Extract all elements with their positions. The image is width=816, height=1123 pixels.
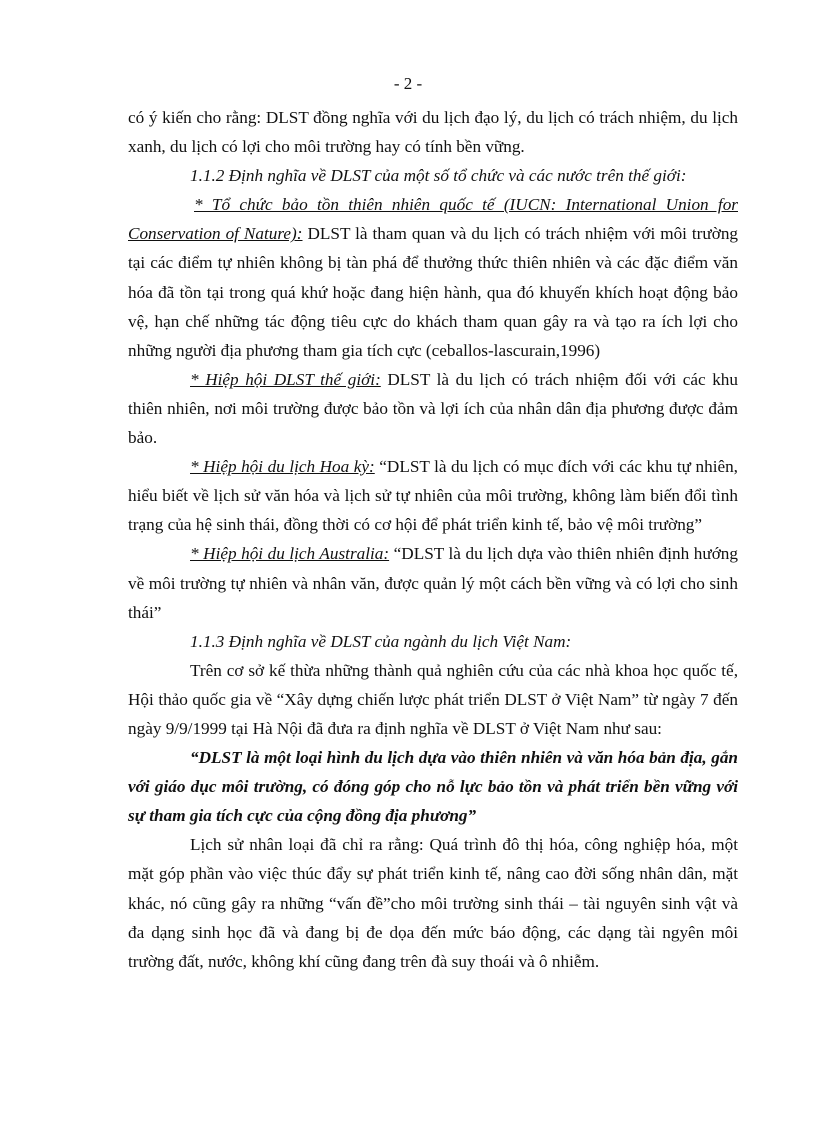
australia-tourism-text: “DLST là du lịch dựa vào thiên nhiên định hướng về môi trường tự nhiên và nhân văn, được quản lý một cách bền vững và có lợi cho sinh thái” [128,544,738,622]
australia-tourism-label: * Hiệp hội du lịch Australia: [190,544,390,564]
section-heading-1-1-2: 1.1.2 Định nghĩa về DLST của một số tổ chức và các nước trên thế giới: [190,166,687,186]
vietnam-conference-paragraph: Trên cơ sở kế thừa những thành quả nghiên cứu của các nhà khoa học quốc tế, Hội thảo quốc gia về “Xây dựng chiến lược phát triển DLST ở Việt Nam” từ ngày 7 đến ngày 9/9/1999 tại Hà Nội đã đưa ra định nghĩa về DLST ở Việt Nam như sau: [128,660,738,738]
intro-paragraph: có ý kiến cho rằng: DLST đồng nghĩa với du lịch đạo lý, du lịch có trách nhiệm, du lịch xanh, du lịch có lợi cho môi trường hay có tính bền vững. [128,108,738,157]
iucn-label: * Tổ chức bảo tồn thiên nhiên quốc tế (IUCN: International Union for Conservation of Nature): [128,195,738,244]
document-body [128,103,738,976]
iucn-paragraph [128,190,738,365]
vietnam-definition-quote: “DLST là một loại hình du lịch dựa vào thiên nhiên và văn hóa bản địa, gắn với giáo dục môi trường, có đóng góp cho nỗ lực bảo tồn và phát triển bền vững với sự tham gia tích cực của cộng đồng địa phương” [128,748,738,826]
usa-tourism-text: “DLST là du lịch có mục đích với các khu tự nhiên, hiểu biết về lịch sử văn hóa và lịch sử tự nhiên của môi trường, không làm biến đổi tình trạng của hệ sinh thái, đồng thời có cơ hội để phát triển kinh tế, bảo vệ môi trường” [128,457,738,535]
world-ecotourism-text: DLST là du lịch có trách nhiệm đối với các khu thiên nhiên, nơi môi trường được bảo tồn và lợi ích của nhân dân địa phương được đảm bảo. [128,369,738,448]
usa-tourism-label: * Hiệp hội du lịch Hoa kỳ: [190,457,375,477]
section-heading-1-1-3: 1.1.3 Định nghĩa về DLST của ngành du lịch Việt Nam: [190,631,572,651]
iucn-text: DLST là tham quan và du lịch có trách nhiệm với môi trường tại các điểm tự nhiên không bị tàn phá để thưởng thức thiên nhiên và các đặc điểm văn hóa đã tồn tại trong quá khứ hoặc đang hiện hành, qua đó khuyến khích hoạt động bảo vệ, hạn chế những tác động tiêu cực do khách tham quan gây ra và tạo ra ích lợi cho những người địa phương tham gia tích cực (ceballos-lascurain,1996) [128,224,739,360]
australia-tourism-paragraph [128,539,738,626]
world-ecotourism-label: * Hiệp hội DLST thế giới: [190,369,381,389]
history-paragraph: Lịch sử nhân loại đã chỉ ra rằng: Quá trình đô thị hóa, công nghiệp hóa, một mặt góp phần vào việc thúc đẩy sự phát triển kinh tế, nâng cao đời sống nhân dân, mặt khác, nó cũng gây ra những “vấn đề”cho môi trường sinh thái – tài nguyên sinh vật và đa dạng sinh học đã và đang bị đe dọa đến mức báo động, các dạng tài ngyên môi trường đất, nước, không khí cũng đang trên đà suy thoái và ô nhiễm. [128,835,738,971]
page-number: - 2 - [393,74,423,93]
usa-tourism-paragraph [128,452,738,539]
world-ecotourism-paragraph [128,365,738,452]
